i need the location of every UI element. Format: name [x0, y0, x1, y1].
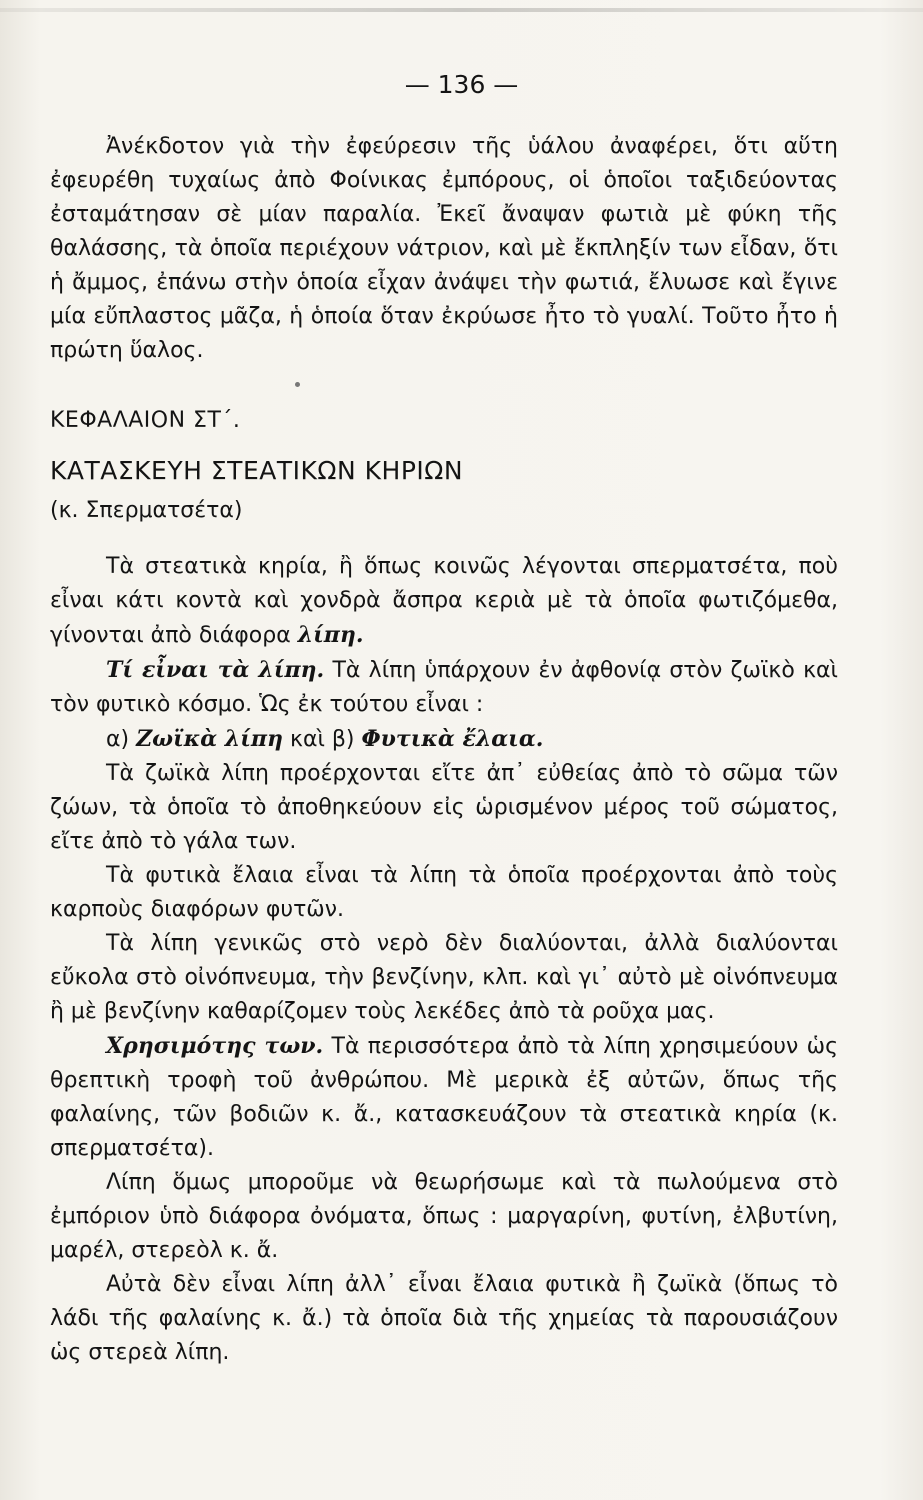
paragraph-usefulness — [50, 1029, 838, 1166]
page-number: — 136 — — [404, 70, 519, 99]
paragraph-what-are-fats — [50, 653, 838, 722]
section-heading-usefulness: Χρησιμότης των. — [106, 1033, 324, 1059]
paragraph-solubility: Τὰ λίπη γενικῶς στὸ νερὸ δὲν διαλύονται, ἀλλὰ διαλύονται εὔκολα στὸ οἰνόπνευμα, τὴν βενζίνην, κλπ. καὶ γι᾿ αὐτὸ μὲ οἰνόπνευμα ἢ μὲ βενζίνην καθαρίζομεν τοὺς λεκέδες ἀπὸ τὰ ροῦχα μας. — [50, 931, 838, 1024]
paragraph-text: Τὰ περισσότερα ἀπὸ τὰ λίπη χρησιμεύουν ὡς θρεπτικὴ τροφὴ τοῦ ἀνθρώπου. Μὲ μερικὰ ἐξ αὐτῶν, ὅπως τῆς φαλαίνης, τῶν βοδιῶν κ. ἄ., κατασκευάζουν τὰ στεατικὰ κηρία (κ. σπερματσέτα). — [50, 1034, 838, 1161]
paragraph-animal-fats: Τὰ ζωϊκὰ λίπη προέρχονται εἴτε ἀπ᾿ εὐθείας ἀπὸ τὸ σῶμα τῶν ζώων, τὰ ὁποῖα τὸ ἀποθηκεύουν εἰς ὡρισμένον μέρος τοῦ σώματος, εἴτε ἀπὸ τὸ γάλα των. — [50, 761, 838, 854]
page-top-edge — [0, 8, 923, 12]
term-fats: λίπη. — [297, 622, 364, 648]
paragraph-text: Τὰ λίπη ὑπάρχουν ἐν ἀφθονίᾳ στὸν ζωϊκὸ καὶ τὸν φυτικὸ κόσμο. Ὡς ἐκ τούτου εἶναι : — [50, 658, 838, 717]
list-marker-b: καὶ β) — [282, 727, 362, 752]
paragraph-solidified-oils: Αὐτὰ δὲν εἶναι λίπη ἀλλ᾿ εἶναι ἔλαια φυτικὰ ἢ ζωϊκὰ (ὅπως τὸ λάδι τῆς φαλαίνης κ. ἄ.) τὰ ὁποῖα διὰ τῆς χημείας τὰ παρουσιάζουν ὡς στερεὰ λίπη. — [50, 1272, 838, 1365]
term-animal-fats: Ζωϊκὰ λίπη — [136, 726, 283, 752]
paragraph-vegetable-oils: Τὰ φυτικὰ ἔλαια εἶναι τὰ λίπη τὰ ὁποῖα προέρχονται ἀπὸ τοὺς καρποὺς διαφόρων φυτῶν. — [50, 863, 838, 922]
chapter-title: ΚΑΤΑΣΚΕΥΗ ΣΤΕΑΤΙΚΩΝ ΚΗΡΙΩΝ — [50, 456, 464, 485]
paragraph-text: Τὰ στεατικὰ κηρία, ἢ ὅπως κοινῶς λέγονται σπερματσέτα, ποὺ εἶναι κάτι κοντὰ καὶ χονδρὰ ἄσπρα κεριὰ μὲ τὰ ὁποῖα φωτιζόμεθα, γίνονται ἀπὸ διάφορα — [50, 554, 838, 648]
paragraph-stearic-candles — [50, 550, 838, 653]
list-marker-a: α) — [106, 727, 137, 752]
chapter-subtitle: (κ. Σπερματσέτα) — [50, 498, 243, 523]
page-body — [50, 130, 838, 1370]
paragraph-commercial-fats: Λίπη ὅμως μποροῦμε νὰ θεωρήσωμε καὶ τὰ πωλούμενα στὸ ἐμπόριον ὑπὸ διάφορα ὀνόματα, ὅπως : μαργαρίνη, φυτίνη, ἐλβυτίνη, μαρέλ, στερεὸλ κ. ἄ. — [50, 1170, 838, 1263]
term-vegetable-oils: Φυτικὰ ἔλαια. — [361, 726, 544, 752]
section-heading-what-are-fats: Τί εἶναι τὰ λίπη. — [106, 657, 325, 683]
chapter-label: ΚΕΦΑΛΑΙΟΝ ΣΤ΄. — [50, 408, 241, 433]
paragraph-fat-types — [50, 722, 838, 757]
paragraph-glass-anecdote: Ἀνέκδοτον γιὰ τὴν ἐφεύρεσιν τῆς ὑάλου ἀναφέρει, ὅτι αὕτη ἐφευρέθη τυχαίως ἀπὸ Φοίνικας ἐμπόρους, οἱ ὁποῖοι ταξιδεύοντας ἐσταμάτησαν σὲ μίαν παραλία. Ἐκεῖ ἄναψαν φωτιὰ μὲ φύκη τῆς θαλάσσης, τὰ ὁποῖα περιέχουν νάτριον, καὶ μὲ ἔκπληξίν των εἶδαν, ὅτι ἡ ἄμμος, ἐπάνω στὴν ὁποία εἶχαν ἀνάψει τὴν φωτιά, ἔλυωσε καὶ ἔγινε μία εὔπλαστος μᾶζα, ἡ ὁποία ὅταν ἐκρύωσε ἦτο τὸ γυαλί. Τοῦτο ἦτο ἡ πρώτη ὕαλος. — [50, 134, 838, 363]
